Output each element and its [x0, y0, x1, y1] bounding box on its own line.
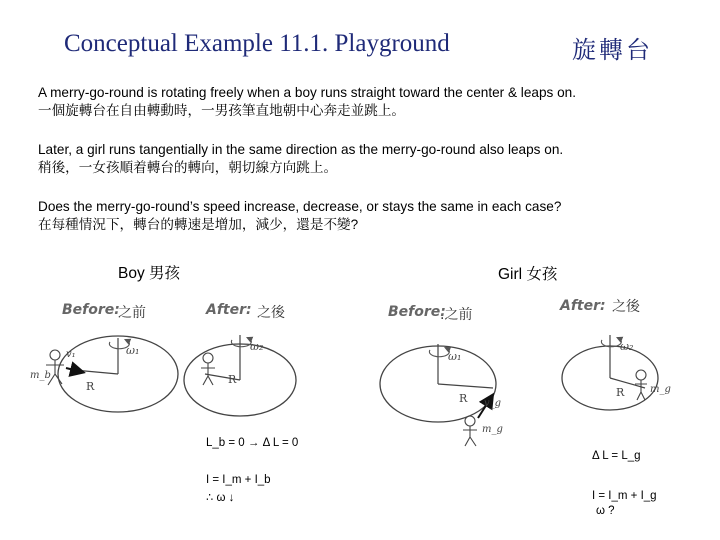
girl-before-velocity-label: v_g: [484, 398, 502, 409]
boy-before-figure-head: [50, 350, 60, 360]
girl-after-label-cn: 之後: [612, 299, 640, 315]
paragraph-2-chinese: 稍後，一女孩順着轉台的轉向，朝切線方向跳上。: [38, 160, 338, 175]
girl-section-label: Girl 女孩: [498, 266, 558, 283]
girl-before-radius-label: R: [459, 392, 468, 405]
girl-after-mass-label: m_g: [650, 384, 671, 395]
girl-before-rotation-arrow: [429, 348, 449, 357]
girl-before-mass-label: m_g: [482, 424, 503, 435]
girl-after-diagram: [562, 335, 658, 410]
paragraph-1-english: A merry-go-round is rotating freely when a boy runs straight toward the center & leaps on.: [38, 85, 576, 100]
boy-section-label: Boy 男孩: [118, 265, 181, 282]
girl-after-omega-label: ω₂: [620, 340, 634, 353]
boy-before-label-en: Before:: [62, 302, 120, 318]
girl-before-figure-body: [463, 426, 477, 446]
boy-after-figure-body: [201, 363, 215, 385]
boy-after-figure-head: [203, 353, 213, 363]
paragraph-1-chinese: 一個旋轉台在自由轉動時，一男孩筆直地朝中心奔走並跳上。: [38, 103, 406, 118]
girl-before-diagram: [380, 344, 496, 446]
girl-before-omega-label: ω₁: [448, 350, 462, 363]
paragraph-3-english: Does the merry-go-round’s speed increase, decrease, or stays the same in each case?: [38, 199, 562, 214]
girl-after-label-en: After:: [560, 298, 606, 314]
boy-angular-momentum-eq: L_b = 0 → Δ L = 0: [206, 437, 299, 449]
girl-after-figure-body: [635, 380, 647, 400]
girl-inertia-eq: I = I_m + I_g: [592, 490, 657, 502]
girl-before-radius: [438, 384, 493, 388]
paragraph-2-english: Later, a girl runs tangentially in the same direction as the merry-go-round also leaps on.: [38, 142, 564, 157]
boy-after-radius-label: R: [228, 373, 237, 386]
boy-after-diagram: [184, 335, 296, 416]
boy-after-label-cn: 之後: [257, 305, 285, 321]
girl-omega-question: ω ?: [596, 505, 615, 517]
boy-omega-conclusion: ∴ ω ↓: [206, 492, 235, 504]
girl-before-figure-head: [465, 416, 475, 426]
boy-before-radius-label: R: [86, 380, 95, 393]
girl-angular-momentum-eq: Δ L = L_g: [592, 450, 641, 462]
boy-after-label-en: After:: [206, 302, 252, 318]
girl-after-radius-label: R: [616, 386, 625, 399]
girl-before-label-cn: .之前: [440, 307, 473, 323]
boy-after-omega-label: ω₂: [250, 340, 264, 353]
slide-title: Conceptual Example 11.1. Playground: [64, 30, 450, 57]
boy-before-omega-label: ω₁: [126, 344, 140, 357]
boy-before-mass-label: m_b: [30, 370, 51, 381]
girl-before-label-en: Before:: [388, 304, 446, 320]
girl-after-figure-head: [636, 370, 646, 380]
boy-before-diagram: [46, 336, 178, 412]
paragraph-3-chinese: 在每種情況下，轉台的轉速是增加，減少，還是不變?: [38, 217, 359, 232]
boy-after-rotation-arrow: [231, 338, 251, 347]
boy-inertia-eq: I = I_m + I_b: [206, 474, 271, 486]
slide-title-chinese: 旋轉台: [572, 36, 653, 64]
boy-before-label-cn: 之前: [118, 305, 146, 321]
boy-before-velocity-label: v₁: [66, 349, 76, 360]
